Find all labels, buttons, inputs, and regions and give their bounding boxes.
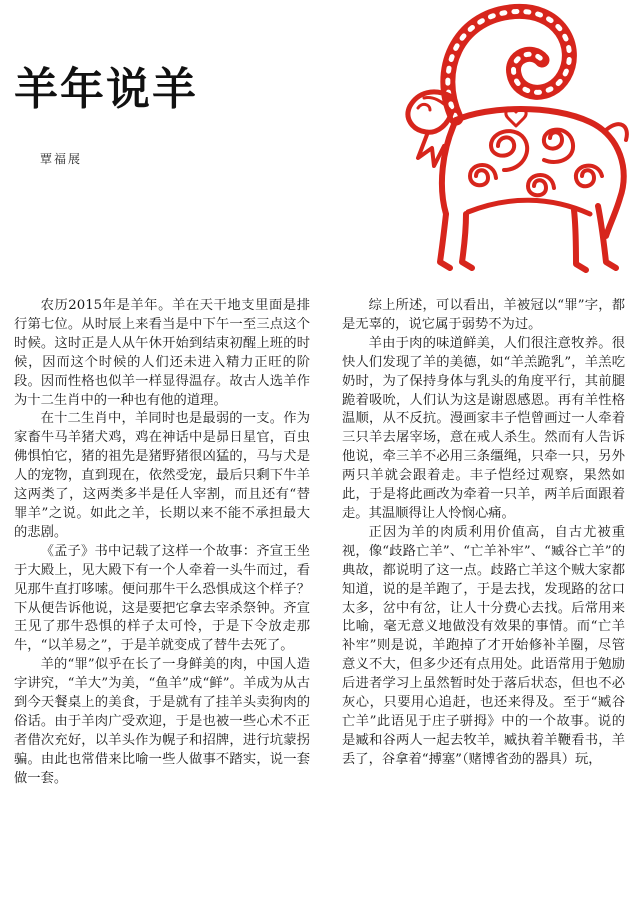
goat-papercut-icon xyxy=(338,0,638,285)
paragraph: 羊由于肉的味道鲜美，人们很注意牧养。很快人们发现了羊的美德，如“羊羔跪乳”，羊羔吃奶时，为了保持身体与乳头的角度平行，其前腿跪着吸吮，人们认为这是谢恩感恩。再有羊性格温顺，从不反抗。漫画家丰子恺曾画过一人牵着三只羊去屠宰场，意在戒人杀生。然而有人告诉他说，牵三羊不必用三条缰绳，只牵一只，另外两只羊就会跟着走。丰子恺经过观察，果然如此，于是将此画改为牵着一只羊，两羊后面跟着走。其温顺得让人怜悯心痛。 xyxy=(342,335,625,521)
paragraph: 农历2015年是羊年。羊在天干地支里面是排行第七位。从时辰上来看当是中下午一至三点这个时候。这时正是人从午休开始到结束初醒上班的时候，因而这个时候的人们还未进入精力正旺的阶段。因而性格也似羊一样显得温存。故古人选羊作为十二生肖中的一种也有他的道理。 xyxy=(14,298,310,408)
paragraph: 《孟子》书中记载了这样一个故事：齐宣王坐于大殿上，见大殿下有一个人牵着一头牛而过，看见那牛直打哆嗦。便问那牛干么恐惧成这个样子？下从便告诉他说，这是要把它拿去宰杀祭钟。齐宣王见了那牛恐惧的样子太可怜，于是下令放走那牛，“以羊易之”，于是羊就变成了替牛去死了。 xyxy=(14,543,310,654)
author-byline: 覃福展 xyxy=(40,152,83,166)
article-column-left xyxy=(14,297,310,789)
article-title: 羊年说羊 xyxy=(14,64,198,115)
article-column-right xyxy=(342,297,625,770)
paragraph: 在十二生肖中，羊同时也是最弱的一支。作为家畜牛马羊猪犬鸡，鸡在神话中是昴日星官，百虫佛惧怕它，猪的祖先是猪野猪很凶猛的，马与犬是人的宠物，直到现在，依然受宠，最后只剩下牛羊这两类了，这两类多半是任人宰割，而且还有“替罪羊”之说。如此之羊，长期以来不能不承担最大的悲剧。 xyxy=(14,411,310,540)
paragraph: 综上所述，可以看出，羊被冠以“罪”字，都是无辜的，说它属于弱势不为过。 xyxy=(342,298,625,332)
paragraph: 正因为羊的肉质利用价值高，自古尤被重视，像“歧路亡羊”、“亡羊补牢”、“臧谷亡羊”的典故，都说明了这一点。歧路亡羊这个贼大家都知道，说的是羊跑了，于是去找，发现路的岔口太多，岔中有岔，让人十分费心去找。后常用来比喻，毫无意义地做没有效果的事情。而“亡羊补牢”则是说，羊跑掉了才开始修补羊圈，尽管意义不大，但多少还有点用处。此语常用于勉励后进者学习上虽然暂时处于落后状态，但也不必灰心，只要用心追赶，也还来得及。至于“臧谷亡羊”此语见于庄子骈拇》中的一个故事。说的是臧和谷两人一起去牧羊，臧执着羊鞭看书，羊丢了，谷拿着“搏塞”（赌博省劲的器具）玩， xyxy=(342,524,625,767)
paragraph: 羊的“罪”似乎在长了一身鲜美的肉，中国人造字讲究，“羊大”为美，“鱼羊”成“鲜”。羊成为从古到今天餐桌上的美食，于是就有了挂羊头卖狗肉的俗话。由于羊肉广受欢迎，于是也被一些心术不正者借次充好，以羊头作为幌子和招牌，进行坑蒙拐骗。由此也常借来比喻一些人做事不踏实，说一套做一套。 xyxy=(14,657,310,786)
